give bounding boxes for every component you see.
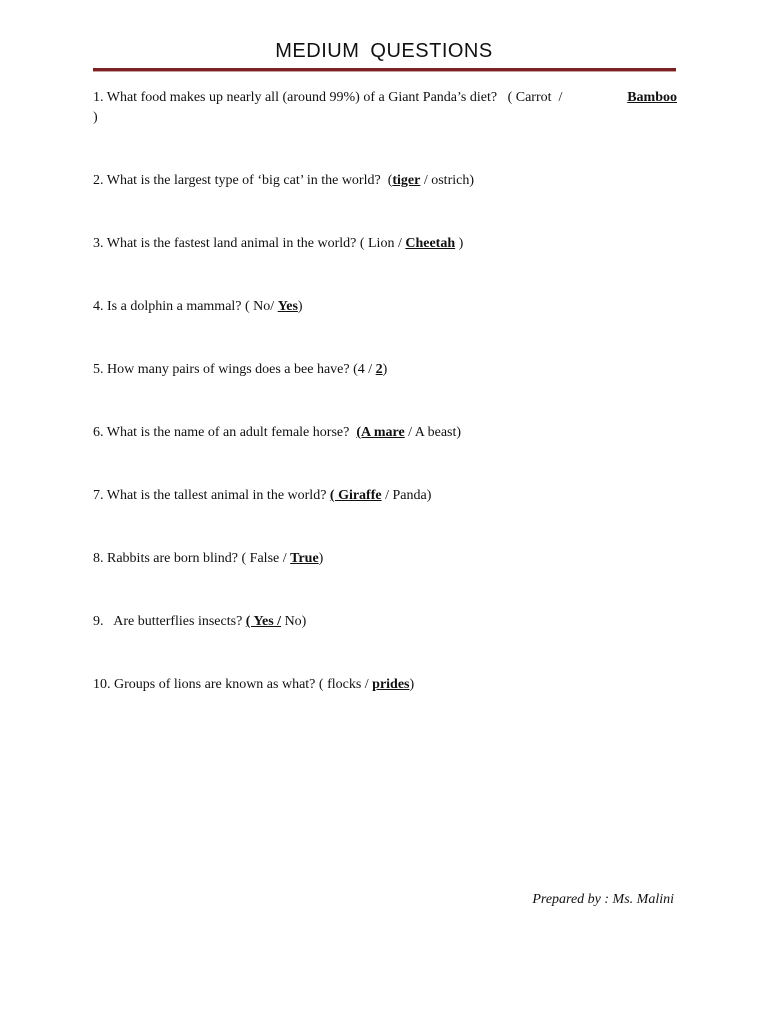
answer-highlight: prides xyxy=(372,677,410,692)
answer-highlight: ( Yes / xyxy=(245,614,282,629)
question-text: 8. Rabbits are born blind? ( False / xyxy=(93,551,291,566)
question-7 xyxy=(93,486,677,549)
question-suffix: / Panda) xyxy=(381,488,432,503)
answer-highlight: True xyxy=(290,551,319,566)
answer-highlight: Cheetah xyxy=(405,236,456,251)
answer-highlight: ( Giraffe xyxy=(329,488,382,503)
question-9 xyxy=(93,612,677,675)
answer-highlight: Yes xyxy=(277,299,298,314)
question-text: 1. What food makes up nearly all (around 99%) of a Giant Panda’s diet? ( Carrot / xyxy=(93,90,570,105)
question-suffix: ) xyxy=(318,551,324,566)
question-suffix: / A beast) xyxy=(404,425,462,440)
question-suffix: ) xyxy=(382,362,388,377)
title-divider xyxy=(93,68,676,72)
answer-highlight: 2 xyxy=(375,362,383,377)
question-suffix: No) xyxy=(281,614,307,629)
question-1 xyxy=(93,88,677,171)
question-text: 6. What is the name of an adult female horse? xyxy=(93,425,357,440)
question-10 xyxy=(93,675,677,738)
question-3 xyxy=(93,234,677,297)
question-text: 4. Is a dolphin a mammal? ( No/ xyxy=(93,299,278,314)
answer-highlight: Bamboo xyxy=(627,90,677,105)
question-text: 10. Groups of lions are known as what? ( flocks / xyxy=(93,677,373,692)
question-suffix: ) xyxy=(455,236,464,251)
question-8 xyxy=(93,549,677,612)
question-list xyxy=(93,88,677,738)
question-text: 3. What is the fastest land animal in the world? ( Lion / xyxy=(93,236,406,251)
question-6 xyxy=(93,423,677,486)
question-suffix: / ostrich) xyxy=(420,173,474,188)
question-suffix: ) xyxy=(297,299,303,314)
author-credit: Prepared by : Ms. Malini xyxy=(532,892,674,907)
question-5 xyxy=(93,360,677,423)
question-text: 2. What is the largest type of ‘big cat’ in the world? ( xyxy=(93,173,393,188)
question-text: 9. Are butterflies insects? xyxy=(93,614,246,629)
answer-highlight: (A mare xyxy=(356,425,405,440)
answer-highlight: tiger xyxy=(392,173,421,188)
question-suffix: ) xyxy=(93,110,98,125)
question-suffix: ) xyxy=(409,677,415,692)
question-2 xyxy=(93,171,677,234)
question-text: 7. What is the tallest animal in the world? xyxy=(93,488,330,503)
question-4 xyxy=(93,297,677,360)
page-title: MEDIUM QUESTIONS xyxy=(275,40,493,62)
question-text: 5. How many pairs of wings does a bee have? (4 / xyxy=(93,362,376,377)
